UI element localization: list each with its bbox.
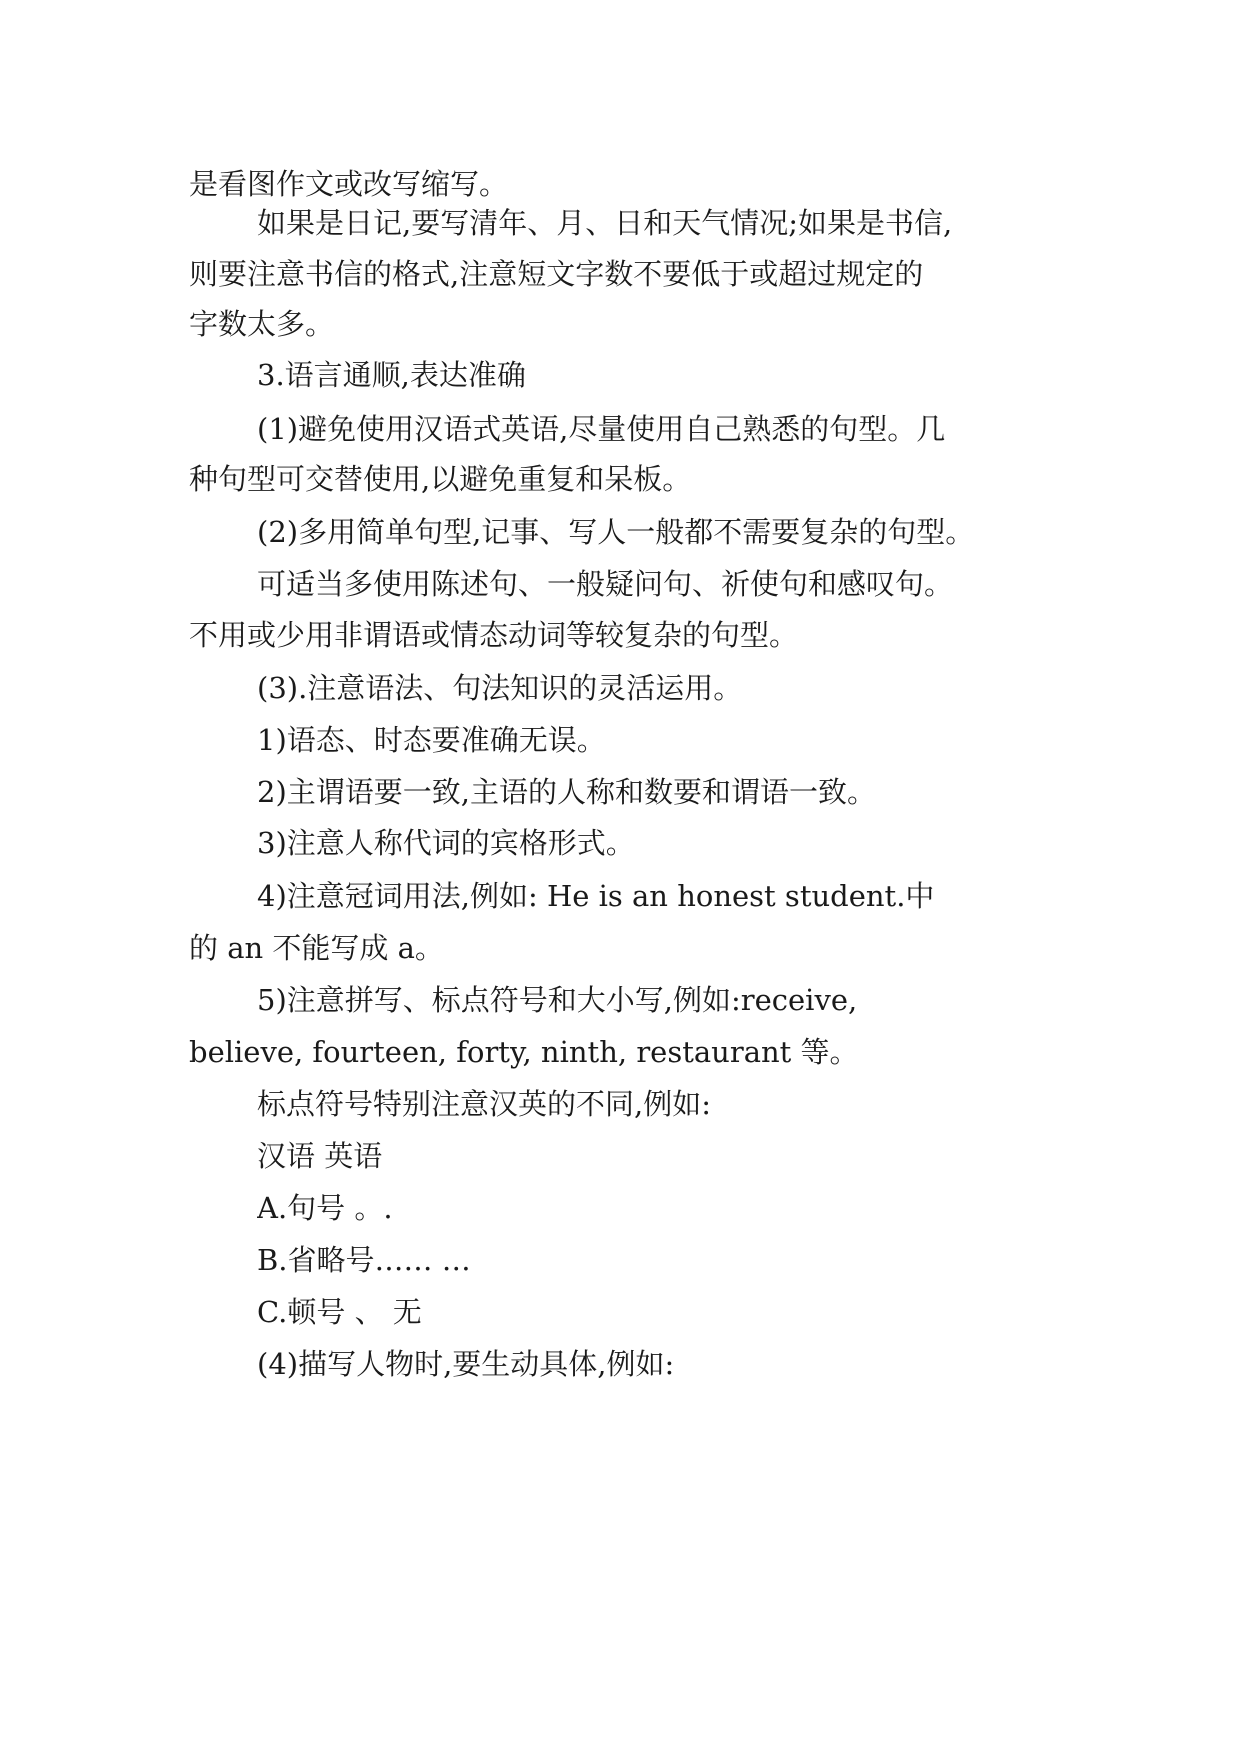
text-line: 汉语 英语 [257,1139,383,1173]
text-line: A.句号 。. [257,1191,393,1225]
text-line: (2)多用简单句型,记事、写人一般都不需要复杂的句型。 [257,515,975,549]
text-line: (3).注意语法、句法知识的灵活运用。 [257,671,743,705]
text-line: 4)注意冠词用法,例如: He is an honest student.中 [257,879,935,913]
text-line: 5)注意拼写、标点符号和大小写,例如:receive, [257,983,858,1017]
text-line: 2)主谓语要一致,主语的人称和数要和谓语一致。 [257,775,876,809]
text-line: 则要注意书信的格式,注意短文字数不要低于或超过规定的 [189,257,924,291]
text-line: 是看图作文或改写缩写。 [189,167,509,201]
text-line: 的 an 不能写成 a。 [189,931,444,965]
text-line: 3)注意人称代词的宾格形式。 [257,826,635,860]
text-line: 可适当多使用陈述句、一般疑问句、祈使句和感叹句。 [257,567,954,601]
text-line: 字数太多。 [189,307,335,341]
text-line: 标点符号特别注意汉英的不同,例如: [257,1087,711,1121]
text-line: believe, fourteen, forty, ninth, restaurant 等。 [189,1035,859,1069]
text-line: B.省略号…… … [257,1243,471,1277]
text-line: 种句型可交替使用,以避免重复和呆板。 [189,462,692,496]
text-line: (4)描写人物时,要生动具体,例如: [257,1347,675,1381]
text-line: 如果是日记,要写清年、月、日和天气情况;如果是书信, [257,206,953,240]
text-line: 不用或少用非谓语或情态动词等较复杂的句型。 [189,618,799,652]
text-line: C.顿号 、 无 [257,1295,422,1329]
text-line: 1)语态、时态要准确无误。 [257,723,606,757]
text-line: 3.语言通顺,表达准确 [257,358,526,392]
text-line: (1)避免使用汉语式英语,尽量使用自己熟悉的句型。几 [257,412,946,446]
